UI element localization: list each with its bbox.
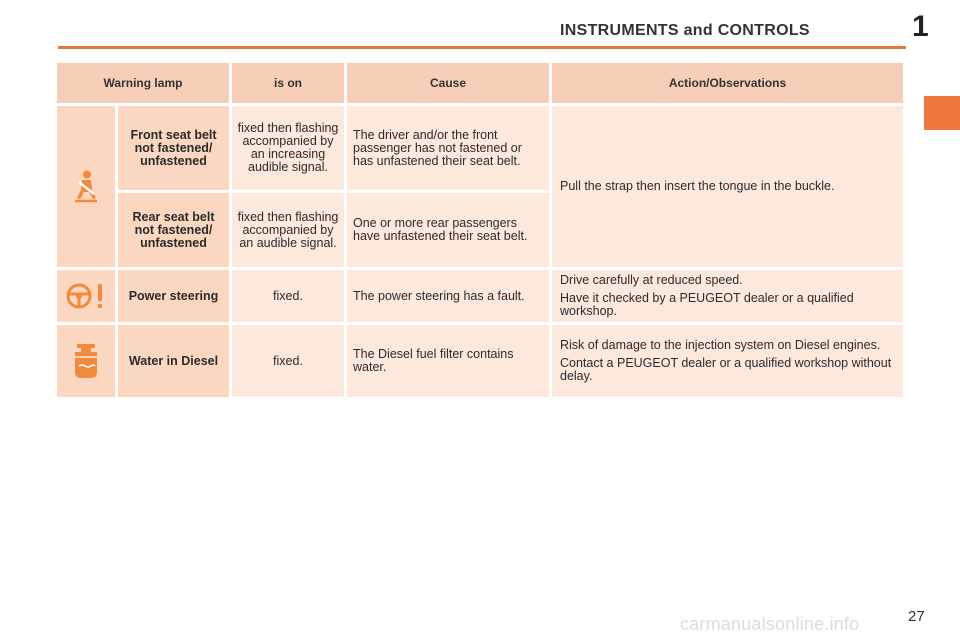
water-in-diesel-name: Water in Diesel bbox=[118, 325, 229, 397]
power-steering-is-on: fixed. bbox=[232, 270, 344, 322]
steering-wheel-warning-icon bbox=[64, 281, 108, 311]
seatbelt-action bbox=[552, 106, 903, 267]
water-in-diesel-action-2: Contact a PEUGEOT dealer or a qualified workshop without delay. bbox=[560, 356, 892, 383]
power-steering-name: Power steering bbox=[118, 270, 229, 322]
watermark: carmanualsonline.info bbox=[680, 614, 860, 634]
header-cause: Cause bbox=[347, 63, 549, 103]
water-in-diesel-action bbox=[552, 325, 903, 397]
chapter-side-tab[interactable] bbox=[924, 96, 960, 130]
seatbelt-action-text: Pull the strap then insert the tongue in the buckle. bbox=[560, 179, 835, 193]
water-in-diesel-icon-cell bbox=[57, 325, 115, 397]
water-in-diesel-is-on: fixed. bbox=[232, 325, 344, 397]
water-in-diesel-action-1: Risk of damage to the injection system on Diesel engines. bbox=[560, 338, 881, 352]
power-steering-action bbox=[552, 270, 903, 322]
front-seatbelt-name: Front seat belt not fastened/ unfastened bbox=[118, 106, 229, 190]
page-number: 27 bbox=[908, 608, 925, 625]
power-steering-icon-cell bbox=[57, 270, 115, 322]
header-warning-lamp: Warning lamp bbox=[57, 63, 229, 103]
water-in-diesel-cause: The Diesel fuel filter contains water. bbox=[347, 325, 549, 397]
rear-seatbelt-cause: One or more rear passengers have unfastened their seat belt. bbox=[347, 193, 549, 267]
page-header bbox=[0, 0, 960, 50]
front-seatbelt-is-on: fixed then flashing accompanied by an increasing audible signal. bbox=[232, 106, 344, 190]
header-action: Action/Observations bbox=[552, 63, 903, 103]
fuel-filter-water-icon bbox=[72, 342, 100, 380]
page-title: INSTRUMENTS and CONTROLS bbox=[560, 22, 810, 39]
rear-seatbelt-name: Rear seat belt not fastened/ unfastened bbox=[118, 193, 229, 267]
seatbelt-warning-icon bbox=[73, 170, 99, 204]
header-divider bbox=[58, 46, 906, 49]
chapter-number: 1 bbox=[912, 10, 929, 43]
power-steering-action-2: Have it checked by a PEUGEOT dealer or a qualified workshop. bbox=[560, 291, 854, 318]
seatbelt-icon-cell bbox=[57, 106, 115, 267]
rear-seatbelt-is-on: fixed then flashing accompanied by an audible signal. bbox=[232, 193, 344, 267]
power-steering-cause: The power steering has a fault. bbox=[347, 270, 549, 322]
front-seatbelt-cause: The driver and/or the front passenger has not fastened or has unfastened their seat belt. bbox=[347, 106, 549, 190]
header-is-on: is on bbox=[232, 63, 344, 103]
power-steering-action-1: Drive carefully at reduced speed. bbox=[560, 273, 743, 287]
